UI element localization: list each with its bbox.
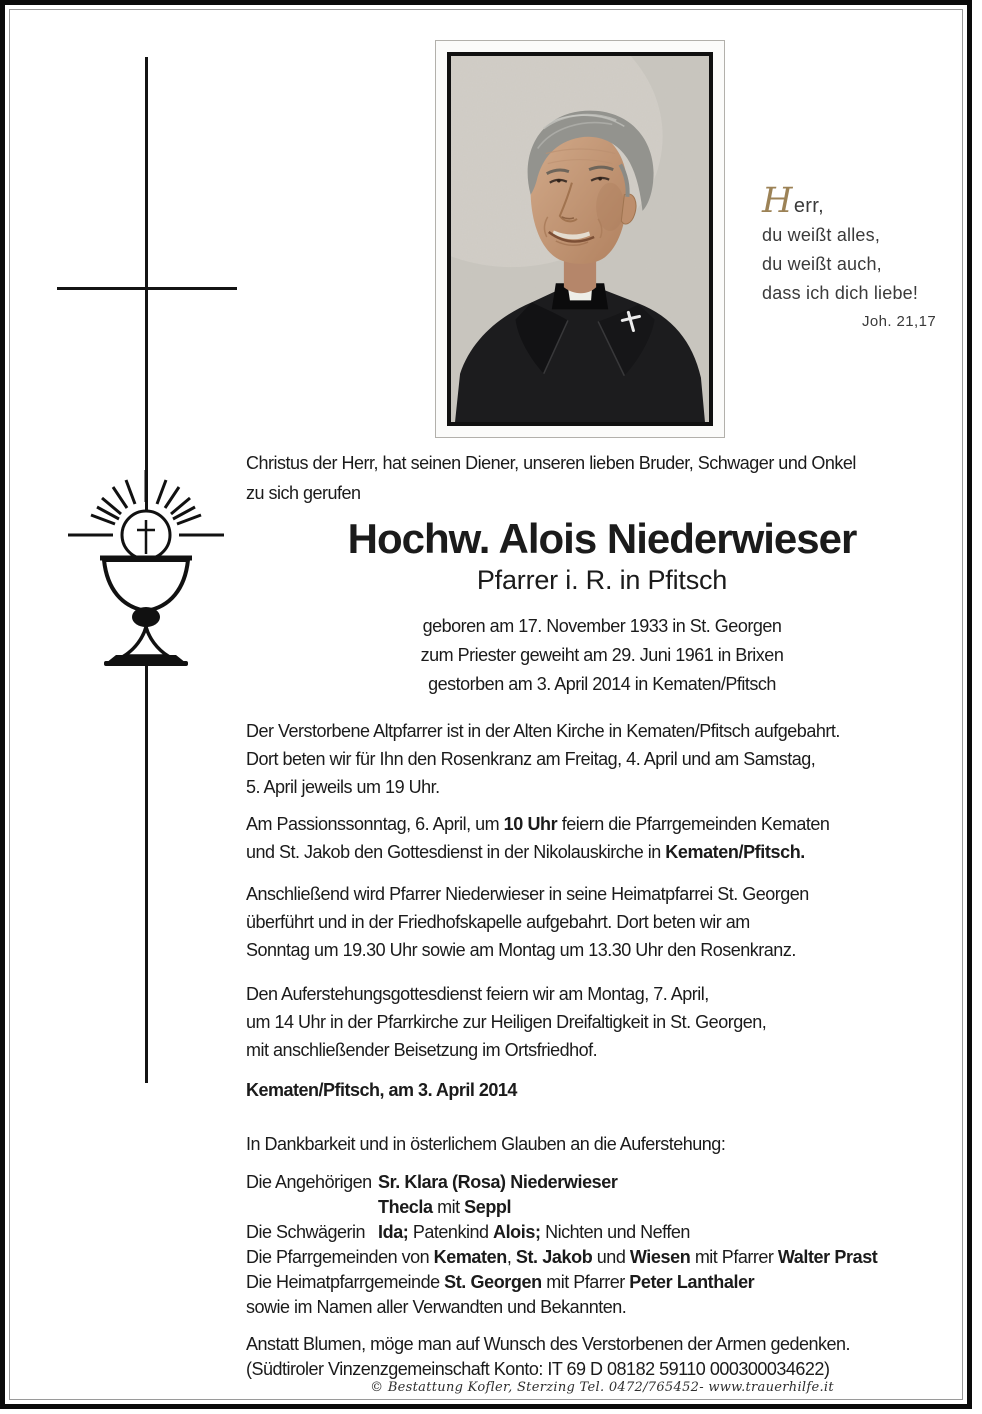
paragraph-passion-sunday-service bbox=[246, 810, 958, 866]
list-item: Die Heimatpfarrgemeinde St. Georgen mit Pfarrer Peter Lanthaler bbox=[246, 1272, 755, 1292]
mourner-name: Alois; bbox=[492, 1222, 541, 1242]
chalice-host-icon bbox=[56, 455, 236, 690]
place-date-line: Kematen/Pfitsch, am 3. April 2014 bbox=[246, 1080, 517, 1100]
relation-label: Die Angehörigen bbox=[246, 1172, 372, 1192]
paragraph-laying-in-state bbox=[246, 717, 958, 801]
mourner-name: Sr. Klara (Rosa) Niederwieser bbox=[378, 1172, 618, 1192]
mourner-name: Seppl bbox=[464, 1197, 512, 1217]
relation-label bbox=[246, 1195, 378, 1220]
text-line: Sonntag um 19.30 Uhr sowie am Montag um 13.30 Uhr den Rosenkranz. bbox=[246, 940, 796, 960]
ordination-date-line: zum Priester geweiht am 29. Juni 1961 in Brixen bbox=[420, 645, 784, 665]
birth-date-line: geboren am 17. November 1933 in St. Georgen bbox=[422, 616, 782, 636]
portrait-photo bbox=[447, 52, 713, 426]
photo-frame bbox=[435, 40, 725, 438]
parish-name: St. Jakob bbox=[515, 1247, 593, 1267]
bible-quote bbox=[762, 181, 974, 336]
text-line: Den Auferstehungsgottesdienst feiern wir am Montag, 7. April, bbox=[246, 984, 709, 1004]
intro-paragraph bbox=[246, 448, 958, 508]
mourner-name: Thecla bbox=[378, 1197, 433, 1217]
main-text-column bbox=[246, 448, 958, 1382]
text-line: (Südtiroler Vinzenzgemeinschaft Konto: IT 69 D 08182 59110 000300034622) bbox=[246, 1359, 830, 1379]
quote-line: Herr, bbox=[762, 181, 824, 221]
text-line: Am Passionssonntag, 6. April, um 10 Uhr feiern die Pfarrgemeinden Kematen bbox=[246, 814, 830, 834]
death-date-line: gestorben am 3. April 2014 in Kematen/Pfitsch bbox=[428, 674, 776, 694]
text-line: mit anschließender Beisetzung im Ortsfriedhof. bbox=[246, 1040, 598, 1060]
list-item: Thecla mit Seppl bbox=[246, 1195, 958, 1220]
list-item: Die Pfarrgemeinden von Kematen, St. Jakob und Wiesen mit Pfarrer Walter Prast bbox=[246, 1247, 878, 1267]
pastor-name: Peter Lanthaler bbox=[629, 1272, 755, 1292]
quote-citation: Joh. 21,17 bbox=[862, 313, 937, 330]
text-line: Anschließend wird Pfarrer Niederwieser in seine Heimatpfarrei St. Georgen bbox=[246, 884, 809, 904]
list-item: Die Schwägerin Ida; Patenkind Alois; Nichten und Neffen bbox=[246, 1220, 958, 1245]
mourners-list bbox=[246, 1170, 958, 1320]
text-line: und St. Jakob den Gottesdienst in der Nikolauskirche in Kematen/Pfitsch. bbox=[246, 842, 805, 862]
pastor-name: Walter Prast bbox=[777, 1247, 878, 1267]
memorial-cross-bar-icon bbox=[57, 287, 237, 290]
text-line: Anstatt Blumen, möge man auf Wunsch des Verstorbenen der Armen gedenken. bbox=[246, 1334, 851, 1354]
text-line: Dort beten wir für Ihn den Rosenkranz am Freitag, 4. April und am Samstag, bbox=[246, 749, 816, 769]
emphasis: Kematen/Pfitsch. bbox=[665, 842, 805, 862]
paragraph-funeral-service bbox=[246, 980, 958, 1064]
gratitude-line: In Dankbarkeit und in österlichem Glauben an die Auferstehung: bbox=[246, 1134, 726, 1154]
quote-initial: H bbox=[762, 181, 793, 221]
list-item: sowie im Namen aller Verwandten und Bekannten. bbox=[246, 1297, 627, 1317]
text-line: zu sich gerufen bbox=[246, 483, 361, 503]
parish-name: Wiesen bbox=[629, 1247, 691, 1267]
parish-name: Kematen bbox=[433, 1247, 507, 1267]
text-line: 5. April jeweils um 19 Uhr. bbox=[246, 777, 440, 797]
text-line: Der Verstorbene Altpfarrer ist in der Alten Kirche in Kematen/Pfitsch aufgebahrt. bbox=[246, 721, 840, 741]
deceased-name: Hochw. Alois Niederwieser bbox=[347, 515, 857, 562]
deceased-title: Pfarrer i. R. in Pfitsch bbox=[476, 565, 728, 595]
paragraph-transfer bbox=[246, 880, 958, 964]
emphasis: 10 Uhr bbox=[503, 814, 558, 834]
quote-line: dass ich dich liebe! bbox=[762, 283, 919, 303]
text-line: um 14 Uhr in der Pfarrkirche zur Heiligen Dreifaltigkeit in St. Georgen, bbox=[246, 1012, 767, 1032]
donation-note bbox=[246, 1332, 958, 1382]
text-line: Christus der Herr, hat seinen Diener, unseren lieben Bruder, Schwager und Onkel bbox=[246, 453, 856, 473]
quote-line: du weißt auch, bbox=[762, 254, 882, 274]
life-dates bbox=[246, 612, 958, 699]
quote-line: du weißt alles, bbox=[762, 225, 881, 245]
list-item bbox=[246, 1170, 958, 1195]
publisher-footer: © Bestattung Kofler, Sterzing Tel. 0472/765452- www.trauerhilfe.it bbox=[370, 1380, 834, 1395]
text-line: überführt und in der Friedhofskapelle aufgebahrt. Dort beten wir am bbox=[246, 912, 750, 932]
mourner-name: Ida; bbox=[378, 1222, 409, 1242]
parish-name: St. Georgen bbox=[444, 1272, 542, 1292]
relation-label: Die Schwägerin bbox=[246, 1222, 366, 1242]
